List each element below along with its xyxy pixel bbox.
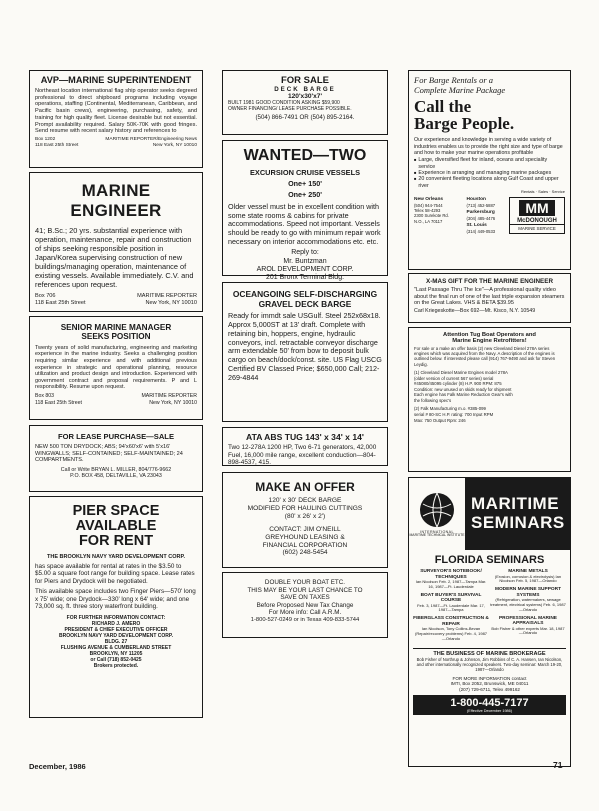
bullet-list [414,157,565,189]
reply-address: 201 Bronx Terminal Bldg. [265,274,345,282]
florida-title: FLORIDA SEMINARS [434,554,545,566]
publisher: MARITIME REPORTER [137,293,197,300]
ad-contact: Carl Kriegeskotte—Box 692—Mt. Kisco, N.Y. 10549 [414,307,536,314]
ad-for-sale-deck-barge [222,70,388,135]
double-l1: DOUBLE YOUR BOAT ETC. [264,579,346,586]
publisher: MARITIME REPORTER [141,393,197,399]
phone-number: 1-800-445-7177 [450,697,529,710]
seminar-title: MODERN MARINE SUPPORT SYSTEMS [494,587,562,598]
contact-bldg: BLDG. 27 [104,638,128,645]
ad-title-2: GRAVEL DECK BARGE [258,299,352,309]
ad-title: ATA ABS TUG 143' x 34' x 14' [246,432,364,442]
reply-label: Reply to: [291,249,319,257]
offer-c1: GREYHOUND LEASING & [265,533,345,541]
brokerage-title: THE BUSINESS OF MARINE BROKERAGE [433,650,546,657]
logo-name-2: MARINE SERVICE [510,224,564,231]
ad-title-2: Marine Engine Retrofitters! [452,338,527,344]
seminar-banner [465,478,570,550]
bullet-icon: ■ [414,157,417,163]
ad-xmas-gift [408,273,571,323]
ad-mcdonough-barge [408,70,571,270]
double-l3: SAVE ON TAXES [280,594,330,602]
info-label: FOR FURTHER INFORMATION CONTACT: [66,614,166,621]
seminar-item [490,616,566,637]
box-number: Box 1202 [35,136,56,142]
seminar-title: BOAT BUYER'S SURVIVAL COURSE [420,592,482,604]
seminar-title: MARINE METALS [508,569,548,574]
ad-spec-1: (1) Cleveland Diesel Marine Engines model 278A (older version of current 567 series) serial #45080/45095 cylinder (8) H.P. 900 RPM: 875 Condition: new unused on skids ready for shipment Each engine has Falk Marine Reduction Gear's with the following spec's [414,369,513,403]
ad-body: "Last Passage Thru The Ice"—A professional quality video about the final run of one of the last triple expansion steamers on the Great Lakes. VHS & BETA $39.95 [414,287,565,307]
seminar-title: PROFESSIONAL MARINE APPRAISALS [498,615,557,627]
ad-body: 41; B.Sc.; 20 yrs. substantial experience with operation, maintenance, repair and construction of ships seeking responsible position in Japan/Korea supervising construction of new buildings/managing operation, maintenance of existing vessels. Available immediately. C.V. and references upon request. [35,226,194,290]
offer-line2: MODIFIED FOR HAULING CUTTINGS [247,504,363,512]
ad-body: Twenty years of solid manufacturing, engineering and marketing experience in the marine industry. Seeks a challenging position requiring similar experience and with additional previous experience in strategic and operational planning, resource utilization and product design and introduction. Experienced with government contract and proposal requirements. P and L responsibility. Resume upon request. [35,344,197,391]
box-number: Box 803 [35,393,55,399]
ad-pier-space [29,496,203,718]
ad-body: Two 12-278A 1200 HP, Two 6-71 generators, 42,000 Fuel, 16,000 mile range, excellent conduction—804-898-4537, 415. [228,444,377,467]
ad-title-1: Attention Tug Boat Operators and [443,332,536,338]
imti-logo [409,478,465,550]
ad-wanted-two [222,140,388,282]
seminar-title: SURVEYOR'S NOTEBOOK/ TECHNIQUES [420,569,482,580]
address: 118 East 25th Street [35,399,82,406]
ad-body: NEW 500 TON DRYDOCK; ABS; 94'x60'x6' with 5'x16' WINGWALLS; SELF-CONTAINED; SELF-MAINTAINED; 24 COMPARTMENTS. [35,444,183,464]
stl-phone: (314) 449-0533 [466,229,496,235]
ad-title: FOR SALE [280,75,330,86]
brokerage-body: Bob Fisher of Northrup & Johnson, Jim Robbins of C. A. Hansen, Ian Nicolson, and other internationally recognized speakers. Two-day seminar: March 19-20, 1987—Orlando [416,656,563,672]
ad-title: MARINE ENGINEER [70,181,162,220]
contact-phone: or Call (718) 852-0425 [90,656,142,663]
mm-logo-mark: MM [519,200,555,216]
box-number: Box 706 [35,293,56,300]
seminar-details: Feb. 3, 1987—Ft. Lauderdale Mar. 17, 1987—Tampa [417,602,485,613]
offer-line1: 120' x 30' DECK BARGE [268,497,342,504]
ad-dims: 120'x30'x7' [287,93,323,100]
double-l2: THIS MAY BE YOUR LAST CHANCE TO [247,586,363,594]
no-phone: (504) 944-7544 [414,202,443,208]
offer-c2: FINANCIAL CORPORATION [262,541,348,549]
contact-street: FLUSHING AVENUE & CUMBERLAND STREET [60,644,172,651]
pobox: P.O. BOX 458, DELTAVILLE, VA 23043 [70,473,162,480]
ad-senior-marine-manager [29,316,203,420]
ad-line2: OWNER FINANCING/ LEASE PURCHASE POSSIBLE. [228,106,352,112]
logo-top-text: INTERNATIONAL [420,530,454,535]
contact-city: BROOKLYN, NY 11205 [89,650,143,657]
seminar-details: (Refrigeration, watermakers, sewage treatment, electrical systems) Feb. 6, 1987—Orlando [490,597,566,612]
seminar-details: Ian Nicolson Feb. 2, 1987—Tampa Mar. 16, 1987—Ft. Lauderdale [415,579,487,589]
no-telex: Telex 58-4293 [414,208,441,213]
ad-maritime-seminars [408,477,571,767]
logo-bottom-text: MARITIME TECHNICAL INSTITUTE [409,533,465,538]
hou-city: Houston [466,196,486,202]
ad-body: Northeast location international flag ship operator seeks degreed professional to direct shipboard programs including voyage operations, staffing (Continental, Mediterranean, Caribbean, and Pacific basin crews), engineering, purchasing, safety, and training for high quality fleet. License desirable but not essential. Prompt availability required. Salary 50K-70K with good fringes. Send resume with recent salary history and references to [35,88,197,135]
offer-line3: (80' x 26' x 2') [284,512,326,520]
address: 118 East 25th Street [35,142,79,148]
ad-avp-marine-superintendent [29,70,203,168]
ad-line1: BUILT 1981 GOOD CONDITION ASKING $59,900 [228,100,340,106]
ad-title-1: OCEANGOING SELF-DISCHARGING [232,289,378,299]
ad-double-your-boat [222,572,388,638]
footer-date: December, 1986 [29,762,86,771]
ad-for-lease-drydock [29,425,203,492]
reply-name: Mr. Buntzman [283,257,327,265]
banner-line1: MARITIME [471,494,560,514]
ad-title: FOR LEASE PURCHASE—SALE [57,432,175,441]
address: 118 East 25th Street [35,300,86,307]
contact-role: PRESIDENT & CHIEF EXECUTIVE OFFICER [64,626,168,633]
ad-sub: EXCURSION CRUISE VESSELS [249,168,361,177]
city: New York, NY 10010 [149,399,197,406]
ad-oceangoing-barge [222,282,388,422]
double-l5: For More info: Call A.R.M. [268,609,342,617]
ad-title: WANTED—TWO [243,147,367,164]
globe-icon [415,490,459,530]
ad-title: MAKE AN OFFER [255,480,355,494]
size-250: One+ 250' [288,190,322,199]
ad-phone: (504) 866-7491 OR (504) 895-2164. [255,114,355,121]
reply-corp: AROL DEVELOPMENT CORP. [256,265,354,273]
hou-phone: (713) 452-5887 [466,202,496,208]
mcdonough-logo [509,197,565,235]
bullet-item [414,157,565,170]
contact: Call or Write BRYAN L. MILLER, 804/776-9662 [60,467,172,474]
contact-name: RICHARD J. AMERO [91,620,141,627]
pier-line1: PIER SPACE [72,503,160,519]
seminar-details: (Erosion, corrosion & electrolysis) Ian Nicolson Feb. 5, 1987—Orlando [494,573,562,584]
tagline: Rentals · Sales · Service [520,188,565,194]
ad-attention-tug-operators [408,327,571,472]
bullet-item [414,176,565,189]
ad-body: For sale or a make an offer basis (2) new Cleveland Diesel 278A series engines which was acquired from the Navy. A description of the engines is outlined below. If interested please call (914) 767-9490 and ask for Steven Leydig. [414,346,556,367]
head-1: For Barge Rentals or a [414,75,494,85]
intro: Our experience and knowledge in serving a wide variety of industries enables us to provide the right size and type of barge and how to make your marine operations profitable [414,137,563,156]
seminar-details: Ian Nicolson, Tony Collins-Bevan (Repair/recovery problems) Feb. 4, 1987—Orlando [414,626,488,641]
brokers-note: Brokers protected. [93,662,139,669]
ad-sub: DECK BARGE [274,86,336,93]
seminar-item [413,569,489,590]
bullet-text: Experience in arranging and managing marine packages [418,169,552,176]
seminar-item [490,587,566,612]
seminar-item [413,593,489,614]
imti-address: IMTI, Box 2052, Brunswick, ME 04011 [450,681,529,687]
ad-spec-2: (2) Falk Manufacturing m.o. #385-099 serial # 80-SC H.P. rating: 700 Input RPM Max: 750 Output Rpm: 246 [414,406,494,423]
ad-marine-engineer [29,172,203,312]
corp-name: THE BROOKLYN NAVY YARD DEVELOPMENT CORP. [47,553,185,560]
seminar-details: Bob Fisher & other experts Mar. 18, 1987—Orlando [491,625,565,636]
more-info: FOR MORE INFORMATION contact [452,675,527,681]
seminar-item [490,569,566,584]
city: New York, NY 10010 [152,142,197,148]
bullet-icon: ■ [414,176,417,182]
seminar-item [413,616,489,641]
bullet-text: Large, diversified fleet for inland, oceans and speciality service [418,157,548,170]
seminar-column-left [413,569,489,645]
no-addr: 2300 Surekote Rd. [414,213,449,219]
big-2: Barge People. [414,114,515,134]
head-2: Complete Marine Package [414,85,506,96]
size-150: One+ 150' [288,179,322,188]
pier-body2: This available space includes two Finger Piers—570' long x 75' wide; one Drydock—330' long x 64' wide; and one 73,000 sq. ft. three story waterfront building. [35,588,196,611]
offer-contact: CONTACT: JIM O'NEILL [269,525,341,533]
pier-body1: has space available for rental at rates in the $3.50 to $5.00 a square foot range for building space. Lease rates for Piers and Drydock will be negotiated. [35,562,195,585]
no-city: New Orleans [414,196,444,202]
pier-line3: FOR RENT [78,533,154,550]
ad-body: Ready for immdt sale USGulf. Steel 252x68x18. Approx 5,000ST at 13' draft. Complete with retaining bin, hoppers, engine, hydraulic conveyors, incl. retractable conveyor discharge arm extendable 50' from bow to deposit bulk cargo on beach/dock/const. site. US Flag USCG Certified BV Classed Price; $650,000 Call; 212-269-4844 [228,311,382,383]
logo-name-1: McDONOUGH [517,217,557,224]
ad-make-an-offer [222,472,388,568]
pk-phone: (304) 485-4476 [466,215,496,221]
banner-line2: SEMINARS [471,513,565,532]
phone-note: (Effective December 1986) [466,709,513,714]
bullet-icon: ■ [414,169,417,175]
big-1: Call the [414,97,472,117]
bullet-text: 20 convenient fleeting locations along Gulf Coast and upper river [418,176,559,189]
toll-free-phone [413,695,566,715]
no-zip: N.O., LA 70117 [414,218,443,224]
offer-c3: (602) 248-5454 [282,549,328,557]
contact-org: BROOKLYN NAVY YARD DEVELOPMENT CORP. [58,632,173,639]
publisher: MARITIME REPORTER/Engineering News [105,136,197,142]
imti-telex: (207) 729-6711, Telex 499162 [459,686,520,692]
seminar-column-right [490,569,566,645]
page-number: 71 [553,760,563,770]
ad-body: Older vessel must be in excellent condition with some state rooms & cabins for private accommodations. Speed not important. Vessels should be ready to go with minimum repair work necessary on interior accommodations etc. etc. [228,202,381,246]
brokerage-section [413,648,566,672]
city: New York, NY 10010 [145,300,197,307]
ad-ata-abs-tug [222,427,388,466]
pk-city: Parkersburg [466,210,495,215]
double-l4: Before Proposed New Tax Change [256,601,354,609]
double-l6: 1-800-527-0249 or in Texas 409-833-5744 [250,616,360,623]
seminar-header [409,478,570,550]
ad-title: SENIOR MARINE MANAGER SEEKS POSITION [60,323,172,342]
stl-city: St. Louis [466,223,487,229]
ad-title: X-MAS GIFT FOR THE MARINE ENGINEER [426,278,553,285]
pier-line2: AVAILABLE [75,518,157,535]
seminar-title: FIBERGLASS CONSTRUCTION & REPAIR [413,616,489,627]
ad-title: AVP—MARINE SUPERINTENDENT [40,75,192,85]
